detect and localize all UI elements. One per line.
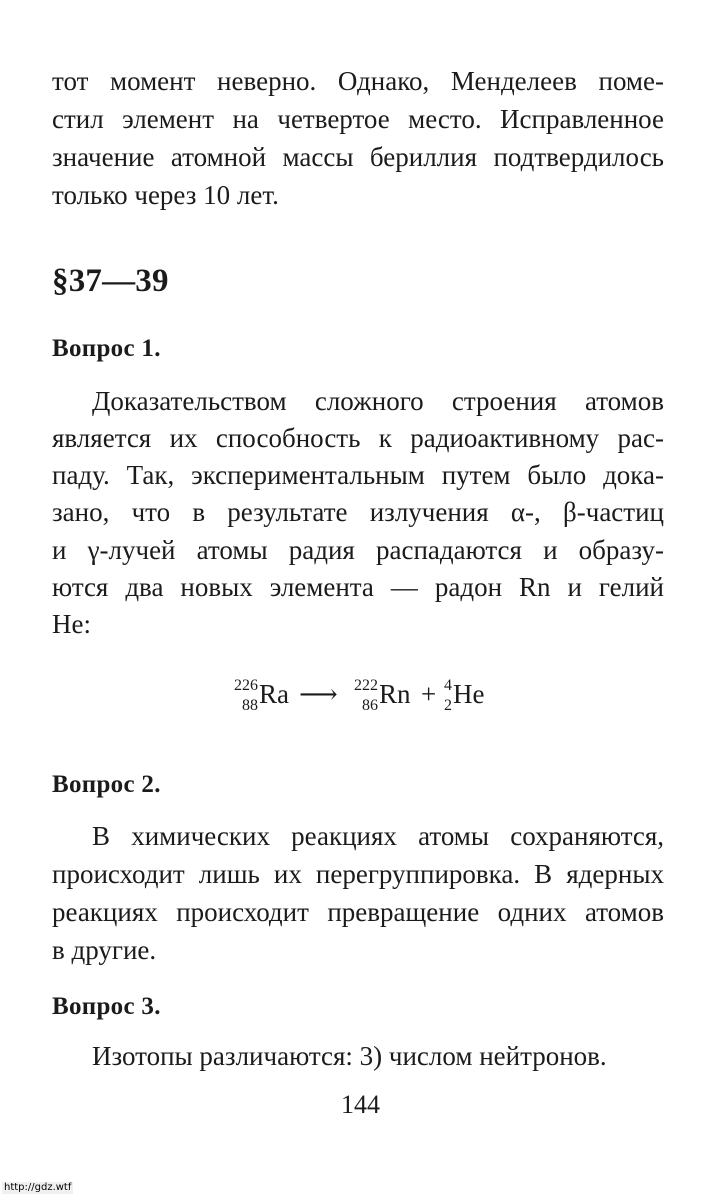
text-line: в другие.	[52, 935, 157, 965]
text-line: ются два новых элемента — радон Rn и гелий	[52, 572, 664, 602]
text-line: паду. Так, экспериментальным путем было дока-	[52, 460, 664, 490]
radon-mass-number: 222	[354, 677, 378, 694]
text-line: зано, что в результате излучения α-, β-частиц	[52, 497, 664, 527]
watermark-link[interactable]: http://gdz.wtf	[4, 1182, 72, 1193]
radium-mass-number: 226	[234, 677, 258, 694]
text-line: только через 10 лет.	[52, 180, 279, 210]
text-line: В химических реакциях атомы сохраняются,	[92, 821, 664, 851]
reaction-arrow: ⟶	[299, 679, 338, 709]
helium-atomic-number: 2	[444, 697, 452, 714]
text-line: является их способность к радиоактивному рас-	[52, 423, 664, 453]
section-title: §37—39	[52, 263, 169, 299]
text-line: стил элемент на четвертое место. Исправленное	[52, 104, 664, 134]
helium-mass-number: 4	[444, 677, 452, 694]
helium-symbol: He	[453, 679, 485, 709]
plus-sign: +	[421, 679, 437, 709]
text-line: происходит лишь их перегруппировка. В ядерных	[52, 859, 664, 889]
radon-atomic-number: 86	[362, 697, 378, 714]
radium-atomic-number: 88	[242, 697, 258, 714]
text-line: реакциях происходит превращение одних атомов	[52, 897, 664, 927]
radon-symbol: Rn	[379, 679, 411, 709]
nuclear-reaction-formula	[227, 672, 497, 724]
text-line: Изотопы различаются: 3) числом нейтронов.	[92, 1041, 607, 1071]
question-2-heading: Вопрос 2.	[52, 771, 161, 798]
question-3-heading: Вопрос 3.	[52, 993, 161, 1020]
text-line: тот момент неверно. Однако, Менделеев поме-	[52, 66, 664, 96]
text-line: He:	[52, 609, 91, 639]
page-number: 144	[341, 1090, 380, 1119]
text-line: и γ-лучей атомы радия распадаются и образу-	[52, 535, 664, 565]
text-line: значение атомной массы бериллия подтвердилось	[52, 142, 664, 172]
radium-symbol: Ra	[259, 679, 289, 709]
text-line: Доказательством сложного строения атомов	[92, 386, 664, 416]
question-1-heading: Вопрос 1.	[52, 335, 161, 362]
